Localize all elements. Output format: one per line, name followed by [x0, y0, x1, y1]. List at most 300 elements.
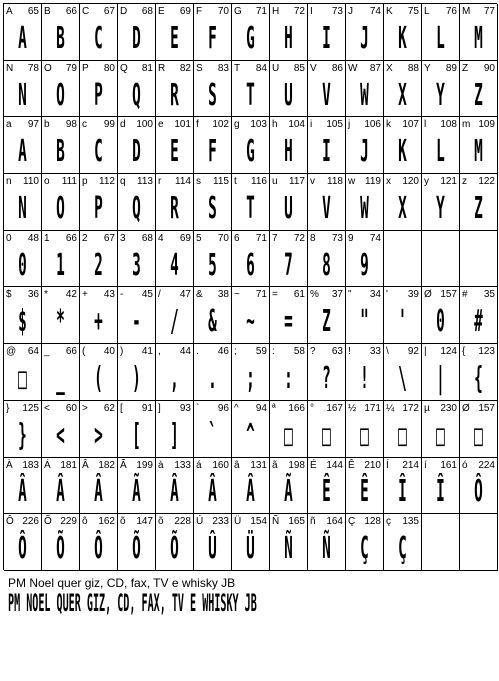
glyph-cell [42, 174, 80, 231]
glyph-code: 144 [326, 459, 343, 471]
glyph-sample: E [170, 20, 179, 56]
glyph-cell [460, 514, 498, 571]
glyph-char: t [234, 176, 237, 188]
glyph-code: 69 [179, 6, 191, 17]
glyph-cell [156, 344, 194, 401]
glyph-code: 35 [483, 289, 495, 301]
glyph-cell [384, 514, 422, 571]
glyph-code: 60 [65, 402, 77, 414]
glyph-cell [384, 458, 422, 515]
glyph-label [348, 63, 381, 75]
glyph-sample: 4 [170, 247, 179, 283]
glyph-sample: 5 [208, 247, 217, 283]
glyph-cell [80, 4, 118, 61]
glyph-char: ( [82, 346, 86, 358]
glyph-cell [80, 231, 118, 288]
glyph-code: 128 [364, 516, 381, 528]
glyph-label [82, 460, 115, 472]
glyph-label [196, 119, 229, 131]
glyph-label [82, 119, 115, 131]
glyph-code: 181 [60, 459, 77, 471]
glyph-cell [308, 231, 346, 288]
glyph-label [158, 289, 191, 301]
glyph-label [424, 6, 457, 18]
glyph-sample: 9 [360, 247, 369, 283]
glyph-sample: □ [322, 417, 331, 453]
glyph-sample [432, 528, 450, 570]
glyph-sample: \ [398, 360, 407, 396]
glyph-sample: 0 [18, 247, 27, 283]
glyph-label [120, 516, 153, 528]
glyph-sample: C [94, 134, 103, 170]
glyph-char: Ñ [272, 516, 280, 528]
glyph-char: 7 [272, 232, 278, 244]
glyph-cell [118, 174, 156, 231]
glyph-code: 66 [65, 6, 77, 17]
glyph-cell [194, 231, 232, 288]
glyph-sample: E [170, 134, 179, 170]
glyph-cell [384, 287, 422, 344]
glyph-code: 73 [331, 232, 343, 244]
glyph-sample: ; [246, 360, 255, 396]
glyph-sample: ) [132, 360, 141, 396]
glyph-code: 157 [478, 402, 495, 414]
glyph-label [424, 176, 457, 188]
glyph-sample: Ê [360, 474, 369, 510]
glyph-sample: T [246, 190, 255, 226]
glyph-char: â [234, 459, 240, 471]
glyph-code: 42 [65, 289, 77, 301]
glyph-sample: □ [360, 417, 369, 453]
glyph-char: T [234, 62, 241, 74]
glyph-sample: 0 [436, 304, 445, 340]
glyph-char: ½ [348, 402, 357, 414]
glyph-cell [270, 401, 308, 458]
glyph-code: 36 [27, 289, 39, 301]
glyph-char: { [462, 346, 466, 358]
glyph-sample: M [474, 134, 483, 170]
glyph-char: U [272, 62, 280, 74]
glyph-cell [80, 61, 118, 118]
glyph-label [310, 233, 343, 245]
glyph-char: m [462, 119, 471, 131]
glyph-char: á [196, 459, 202, 471]
glyph-code: 230 [440, 402, 457, 414]
glyph-cell [194, 4, 232, 61]
glyph-code: 44 [179, 346, 191, 358]
glyph-label [386, 289, 419, 301]
glyph-sample: Ô [94, 531, 103, 567]
glyph-code: 79 [65, 62, 77, 74]
glyph-cell [422, 117, 460, 174]
glyph-sample: L [436, 20, 445, 56]
glyph-code: 72 [293, 232, 305, 244]
glyph-cell [156, 61, 194, 118]
glyph-cell [118, 287, 156, 344]
glyph-sample: Â [56, 474, 65, 510]
glyph-code: 84 [255, 62, 267, 74]
glyph-label [462, 6, 495, 18]
glyph-cell [118, 514, 156, 571]
glyph-label [82, 403, 115, 415]
glyph-code: 171 [364, 402, 381, 414]
glyph-label [120, 289, 153, 301]
glyph-code: 40 [103, 346, 115, 358]
glyph-sample: 8 [322, 247, 331, 283]
glyph-label [120, 176, 153, 188]
glyph-cell [460, 4, 498, 61]
glyph-char: f [196, 119, 199, 131]
glyph-cell [422, 458, 460, 515]
glyph-code: 100 [136, 119, 153, 131]
glyph-code: 59 [255, 346, 267, 358]
glyph-label [424, 346, 457, 358]
glyph-code: 77 [483, 6, 495, 17]
glyph-sample: Î [436, 474, 445, 510]
glyph-char: s [196, 176, 201, 188]
glyph-cell [308, 174, 346, 231]
glyph-sample: < [56, 417, 65, 453]
glyph-char: w [348, 176, 356, 188]
glyph-sample: H [284, 20, 293, 56]
glyph-cell [270, 344, 308, 401]
glyph-char: ç [386, 516, 391, 528]
glyph-sample: O [56, 190, 65, 226]
glyph-sample: & [208, 304, 217, 340]
glyph-char: S [196, 62, 203, 74]
glyph-code: 43 [103, 289, 115, 301]
glyph-cell [118, 4, 156, 61]
glyph-char: y [424, 176, 429, 188]
glyph-code: 147 [136, 516, 153, 528]
glyph-label [272, 460, 305, 472]
glyph-label [348, 289, 381, 301]
glyph-label [386, 233, 419, 245]
glyph-code: 96 [217, 402, 229, 414]
glyph-cell [232, 231, 270, 288]
glyph-char: _ [44, 346, 50, 358]
glyph-label [462, 516, 495, 528]
glyph-sample: K [398, 134, 407, 170]
glyph-code: 75 [407, 6, 419, 17]
glyph-label [6, 233, 39, 245]
glyph-label [234, 6, 267, 18]
glyph-label [348, 176, 381, 188]
glyph-label [234, 63, 267, 75]
glyph-code: 39 [407, 289, 419, 301]
glyph-cell [270, 231, 308, 288]
glyph-cell [308, 117, 346, 174]
glyph-char: D [120, 6, 128, 17]
glyph-sample: V [322, 190, 331, 226]
glyph-sample: Q [132, 190, 141, 226]
glyph-char: - [120, 289, 124, 301]
glyph-label [44, 233, 77, 245]
glyph-sample: J [360, 134, 369, 170]
glyph-sample: C [94, 20, 103, 56]
glyph-char: i [310, 119, 313, 131]
glyph-code: 160 [212, 459, 229, 471]
glyph-code: 94 [255, 402, 267, 414]
glyph-char: [ [120, 402, 123, 414]
glyph-char: M [462, 6, 471, 17]
glyph-code: 107 [402, 119, 419, 131]
glyph-cell [80, 117, 118, 174]
glyph-code: 124 [440, 346, 457, 358]
glyph-label [196, 233, 229, 245]
glyph-cell [118, 344, 156, 401]
glyph-cell [232, 458, 270, 515]
glyph-cell [156, 458, 194, 515]
glyph-cell [194, 287, 232, 344]
glyph-label [196, 6, 229, 18]
glyph-char: Ê [348, 459, 355, 471]
glyph-code: 66 [65, 232, 77, 244]
glyph-sample: P [94, 77, 103, 113]
glyph-cell [460, 174, 498, 231]
glyph-cell [194, 61, 232, 118]
glyph-char: r [158, 176, 162, 188]
glyph-sample: ` [208, 417, 217, 453]
glyph-sample: Z [474, 77, 483, 113]
glyph-char: ñ [310, 516, 316, 528]
glyph-sample: □ [474, 417, 483, 453]
glyph-sample: Ñ [284, 531, 293, 567]
glyph-sample: I [322, 20, 331, 56]
glyph-label [6, 403, 39, 415]
glyph-code: 118 [327, 176, 343, 188]
glyph-label [44, 289, 77, 301]
glyph-cell [118, 458, 156, 515]
glyph-code: 68 [141, 232, 153, 244]
glyph-label [82, 289, 115, 301]
glyph-char: K [386, 6, 393, 17]
glyph-sample: ' [398, 304, 407, 340]
glyph-sample: Â [18, 474, 27, 510]
glyph-cell [308, 514, 346, 571]
glyph-code: 154 [250, 516, 267, 528]
glyph-code: 92 [407, 346, 419, 358]
glyph-code: 131 [250, 459, 267, 471]
glyph-code: 198 [288, 459, 305, 471]
glyph-cell [42, 287, 80, 344]
glyph-char: A [6, 6, 13, 17]
glyph-sample: Â [94, 474, 103, 510]
glyph-code: 85 [293, 62, 305, 74]
glyph-sample: [ [132, 417, 141, 453]
glyph-char: ° [310, 402, 314, 414]
glyph-code: 76 [445, 6, 457, 17]
glyph-char: : [272, 346, 275, 358]
glyph-sample: A [18, 134, 27, 170]
glyph-code: 81 [141, 62, 153, 74]
glyph-char: í [424, 459, 427, 471]
glyph-code: 67 [103, 232, 115, 244]
glyph-cell [346, 231, 384, 288]
glyph-char: Á [44, 459, 51, 471]
glyph-code: 110 [23, 176, 39, 188]
glyph-char: p [82, 176, 88, 188]
glyph-code: 97 [27, 119, 39, 131]
glyph-char: Í [386, 459, 389, 471]
glyph-code: 38 [217, 289, 229, 301]
glyph-char: q [120, 176, 126, 188]
glyph-label [6, 516, 39, 528]
glyph-cell [460, 344, 498, 401]
glyph-code: 167 [326, 402, 343, 414]
glyph-char: Ç [348, 516, 356, 528]
glyph-label [462, 403, 495, 415]
glyph-label [158, 6, 191, 18]
glyph-cell [384, 401, 422, 458]
glyph-char: u [272, 176, 278, 188]
glyph-cell [42, 117, 80, 174]
glyph-code: 99 [103, 119, 115, 131]
glyph-sample: L [436, 134, 445, 170]
glyph-char: 4 [158, 232, 164, 244]
glyph-sample: Q [132, 77, 141, 113]
glyph-sample: Õ [132, 531, 141, 567]
glyph-char: L [424, 6, 430, 17]
glyph-label [462, 233, 495, 245]
glyph-label [234, 460, 267, 472]
glyph-code: 228 [174, 516, 191, 528]
glyph-sample [432, 245, 450, 287]
glyph-sample: Ê [322, 474, 331, 510]
glyph-label [272, 403, 305, 415]
glyph-label [348, 346, 381, 358]
glyph-cell [346, 117, 384, 174]
glyph-cell [422, 514, 460, 571]
glyph-code: 135 [402, 516, 419, 528]
glyph-cell [460, 287, 498, 344]
glyph-char: + [82, 289, 88, 301]
glyph-cell [4, 287, 42, 344]
sample-render: PM NOEL QUER GIZ, CD, FAX, TV E WHISKY JB [8, 589, 257, 617]
glyph-cell [232, 401, 270, 458]
glyph-char: . [196, 346, 199, 358]
glyph-label [82, 346, 115, 358]
glyph-code: 133 [174, 459, 191, 471]
glyph-cell [118, 117, 156, 174]
glyph-sample: Ô [474, 474, 483, 510]
glyph-char: N [6, 62, 14, 74]
glyph-label [82, 176, 115, 188]
glyph-sample: □ [436, 417, 445, 453]
glyph-char: õ [158, 516, 164, 528]
glyph-cell [80, 344, 118, 401]
glyph-sample: N [18, 77, 27, 113]
glyph-code: 90 [483, 62, 495, 74]
glyph-sample: Z [322, 304, 331, 340]
glyph-code: 69 [179, 232, 191, 244]
glyph-cell [4, 401, 42, 458]
glyph-cell [346, 458, 384, 515]
glyph-cell [270, 174, 308, 231]
glyph-cell [118, 401, 156, 458]
glyph-code: 72 [293, 6, 305, 17]
glyph-sample: 2 [94, 247, 103, 283]
glyph-cell [4, 344, 42, 401]
glyph-char: = [272, 289, 278, 301]
glyph-label [82, 516, 115, 528]
glyph-label [120, 233, 153, 245]
glyph-char: À [6, 459, 13, 471]
glyph-char: " [348, 289, 352, 301]
glyph-code: 104 [288, 119, 305, 131]
glyph-label [310, 63, 343, 75]
glyph-sample: D [132, 20, 141, 56]
glyph-code: 70 [217, 6, 229, 17]
glyph-code: 114 [175, 176, 191, 188]
glyph-code: 108 [440, 119, 457, 131]
glyph-label [158, 460, 191, 472]
glyph-cell [384, 344, 422, 401]
glyph-cell [422, 344, 460, 401]
glyph-label [310, 289, 343, 301]
character-map-grid [3, 3, 497, 570]
glyph-char: / [158, 289, 161, 301]
glyph-sample: , [170, 360, 179, 396]
glyph-cell [308, 287, 346, 344]
glyph-code: 63 [331, 346, 343, 358]
glyph-label [386, 403, 419, 415]
glyph-cell [422, 401, 460, 458]
glyph-code: 199 [136, 459, 153, 471]
glyph-code: 172 [402, 402, 419, 414]
glyph-code: 87 [369, 62, 381, 74]
glyph-code: 82 [179, 62, 191, 74]
glyph-code: 45 [141, 289, 153, 301]
glyph-char: Z [462, 62, 469, 74]
glyph-sample: 6 [246, 247, 255, 283]
glyph-code: 182 [98, 459, 115, 471]
glyph-char: b [44, 119, 50, 131]
glyph-code: 111 [61, 176, 77, 188]
glyph-sample: Õ [170, 531, 179, 567]
glyph-sample: _ [56, 360, 65, 396]
glyph-char: & [196, 289, 203, 301]
glyph-cell [42, 401, 80, 458]
glyph-code: 229 [60, 516, 77, 528]
glyph-char: H [272, 6, 280, 17]
glyph-label [196, 176, 229, 188]
glyph-cell [422, 61, 460, 118]
glyph-cell [270, 287, 308, 344]
glyph-code: 106 [364, 119, 381, 131]
glyph-char: Â [82, 459, 89, 471]
glyph-cell [194, 401, 232, 458]
glyph-char: * [44, 289, 48, 301]
glyph-sample: F [208, 134, 217, 170]
glyph-sample: U [284, 190, 293, 226]
glyph-code: 233 [212, 516, 229, 528]
glyph-code: 70 [217, 232, 229, 244]
glyph-cell [156, 174, 194, 231]
glyph-label [462, 346, 495, 358]
glyph-label [424, 233, 457, 245]
glyph-char: ' [386, 289, 388, 301]
glyph-label [120, 6, 153, 18]
glyph-char: G [234, 6, 242, 17]
glyph-code: 112 [99, 176, 115, 188]
glyph-cell [384, 4, 422, 61]
glyph-cell [308, 458, 346, 515]
glyph-label [386, 516, 419, 528]
glyph-cell [460, 61, 498, 118]
glyph-cell [80, 287, 118, 344]
glyph-sample: T [246, 77, 255, 113]
